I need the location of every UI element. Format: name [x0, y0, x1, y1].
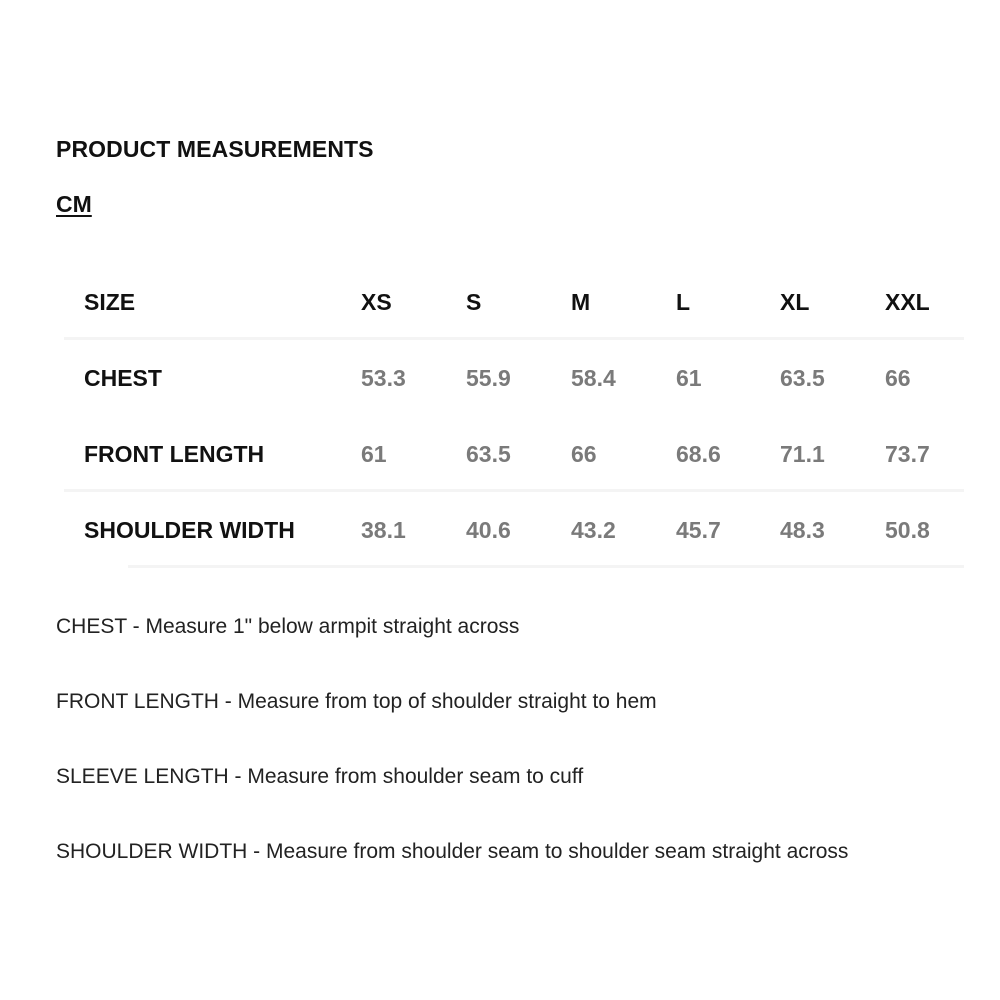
- table-cell: 40.6: [466, 517, 511, 543]
- row-label-shoulder-width: SHOULDER WIDTH: [84, 517, 295, 543]
- size-header-s: S: [466, 289, 482, 315]
- table-cell: 61: [361, 441, 387, 467]
- table-header-row: [64, 264, 964, 340]
- table-row-front-length: [64, 416, 964, 492]
- table-cell: 71.1: [780, 441, 825, 467]
- table-cell: 63.5: [466, 441, 511, 467]
- table-cell: 68.6: [676, 441, 721, 467]
- size-header-xs: XS: [361, 289, 392, 315]
- table-cell: 43.2: [571, 517, 616, 543]
- unit-cm-link[interactable]: CM: [56, 191, 92, 217]
- table-cell: 63.5: [780, 365, 825, 391]
- table-cell: 66: [571, 441, 597, 467]
- row-label-chest: CHEST: [84, 365, 162, 391]
- row-divider: [128, 565, 964, 568]
- table-row-shoulder-width: [64, 492, 964, 568]
- size-header-xxl: XXL: [885, 289, 930, 315]
- table-cell: 73.7: [885, 441, 930, 467]
- header-size-label: SIZE: [84, 289, 136, 315]
- table-row-chest: [64, 340, 964, 416]
- table-cell: 58.4: [571, 365, 616, 391]
- size-table: [64, 264, 964, 568]
- table-cell: 53.3: [361, 365, 406, 391]
- table-cell: 61: [676, 365, 702, 391]
- note-sleeve-length: SLEEVE LENGTH - Measure from shoulder seam to cuff: [56, 765, 584, 788]
- size-header-l: L: [676, 289, 691, 315]
- measurement-notes: [56, 612, 976, 912]
- table-cell: 48.3: [780, 517, 825, 543]
- table-cell: 55.9: [466, 365, 511, 391]
- table-cell: 38.1: [361, 517, 406, 543]
- size-header-xl: XL: [780, 289, 810, 315]
- note-front-length: FRONT LENGTH - Measure from top of shoulder straight to hem: [56, 690, 657, 713]
- note-chest: CHEST - Measure 1" below armpit straight across: [56, 615, 520, 638]
- note-shoulder-width: SHOULDER WIDTH - Measure from shoulder seam to shoulder seam straight across: [56, 840, 849, 863]
- page-title: PRODUCT MEASUREMENTS: [56, 136, 374, 162]
- table-cell: 66: [885, 365, 911, 391]
- row-label-front-length: FRONT LENGTH: [84, 441, 265, 467]
- table-cell: 45.7: [676, 517, 721, 543]
- table-cell: 50.8: [885, 517, 930, 543]
- size-header-m: M: [571, 289, 591, 315]
